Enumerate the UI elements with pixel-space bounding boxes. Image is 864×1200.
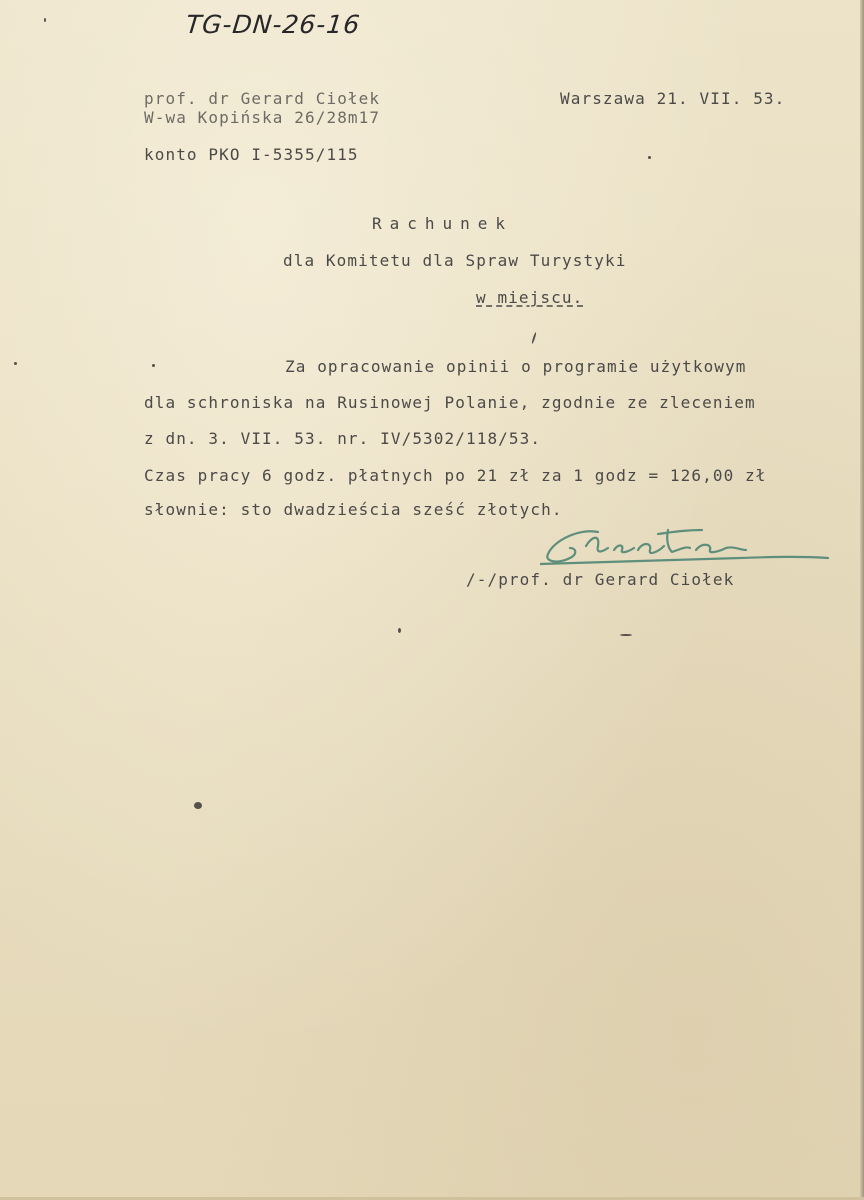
sender-name: prof. dr Gerard Ciołek <box>144 89 381 108</box>
ink-speck <box>44 18 46 22</box>
ink-speck <box>620 634 632 636</box>
ink-speck <box>398 628 401 633</box>
body-line-2: dla schroniska na Rusinowej Polanie, zgodnie ze zleceniem <box>144 393 756 412</box>
document-title: Rachunek <box>372 214 514 233</box>
page-edge-right <box>860 0 864 1200</box>
addressee: dla Komitetu dla Spraw Turystyki <box>283 251 627 270</box>
sender-account: konto PKO I-5355/115 <box>144 145 359 164</box>
body-line-4: Czas pracy 6 godz. płatnych po 21 zł za 1 godz = 126,00 zł <box>144 466 767 485</box>
addressee-location: w miejscu. <box>476 288 584 307</box>
signature-typed-name: /-/prof. dr Gerard Ciołek <box>466 570 735 589</box>
sender-address: W-wa Kopińska 26/28m17 <box>144 108 381 127</box>
ink-spot <box>194 802 202 809</box>
ink-speck <box>14 362 17 365</box>
ink-speck <box>648 156 651 159</box>
body-line-5: słownie: sto dwadzieścia sześć złotych. <box>144 500 563 519</box>
archive-mark: TG-DN-26-16 <box>184 10 362 39</box>
place-date: Warszawa 21. VII. 53. <box>560 89 786 108</box>
ink-speck <box>152 364 155 367</box>
handwritten-signature <box>540 522 830 574</box>
pencil-mark <box>531 332 537 344</box>
body-line-3: z dn. 3. VII. 53. nr. IV/5302/118/53. <box>144 429 542 448</box>
body-line-1: Za opracowanie opinii o programie użytkowym <box>285 357 747 376</box>
